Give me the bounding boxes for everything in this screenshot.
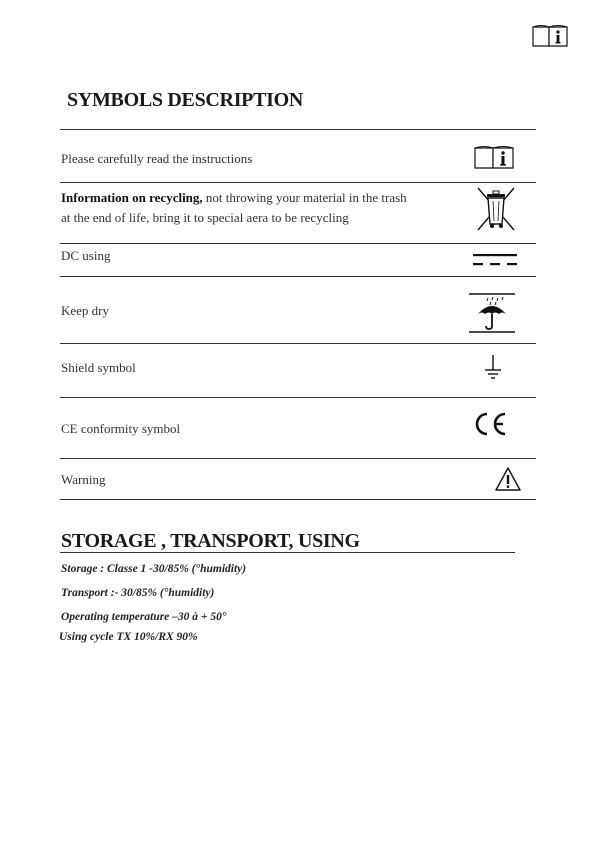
divider xyxy=(60,552,515,553)
dc-symbol-icon xyxy=(473,252,517,273)
crossed-bin-icon xyxy=(474,186,518,237)
umbrella-icon xyxy=(468,292,516,339)
transport-line: Transport :- 30/85% (°humidity) xyxy=(61,587,215,599)
row-text-recycling xyxy=(61,188,407,228)
section-title-symbols: SYMBOLS DESCRIPTION xyxy=(67,89,304,111)
manual-info-icon xyxy=(532,25,568,47)
divider xyxy=(60,343,536,344)
ground-icon xyxy=(484,355,502,384)
row-text-keep-dry: Keep dry xyxy=(61,303,110,318)
divider xyxy=(60,397,536,398)
operating-temperature-line: Operating temperature –30 à + 50° xyxy=(61,611,227,623)
section-title-storage: STORAGE , TRANSPORT, USING xyxy=(61,530,360,552)
divider xyxy=(60,129,536,130)
row-text-ce: CE conformity symbol xyxy=(61,421,181,436)
recycling-text-line2: at the end of life, bring it to special aera to be recycling xyxy=(61,210,349,225)
divider xyxy=(60,243,536,244)
recycling-bold-label: Information on recycling, xyxy=(61,190,203,205)
storage-line: Storage : Classe 1 -30/85% (°humidity) xyxy=(61,563,247,575)
divider xyxy=(60,182,536,183)
manual-info-icon xyxy=(474,145,514,174)
row-text-dc-using: DC using xyxy=(61,248,111,263)
divider xyxy=(60,499,536,500)
row-text-read-instructions: Please carefully read the instructions xyxy=(61,151,253,166)
row-text-shield: Shield symbol xyxy=(61,360,136,375)
divider xyxy=(60,458,536,459)
warning-triangle-icon xyxy=(494,466,522,497)
divider xyxy=(60,276,536,277)
using-cycle-line: Using cycle TX 10%/RX 90% xyxy=(59,631,198,643)
row-text-warning: Warning xyxy=(61,472,106,487)
ce-mark-icon xyxy=(472,411,508,442)
recycling-text-line1: not throwing your material in the trash xyxy=(202,190,407,205)
